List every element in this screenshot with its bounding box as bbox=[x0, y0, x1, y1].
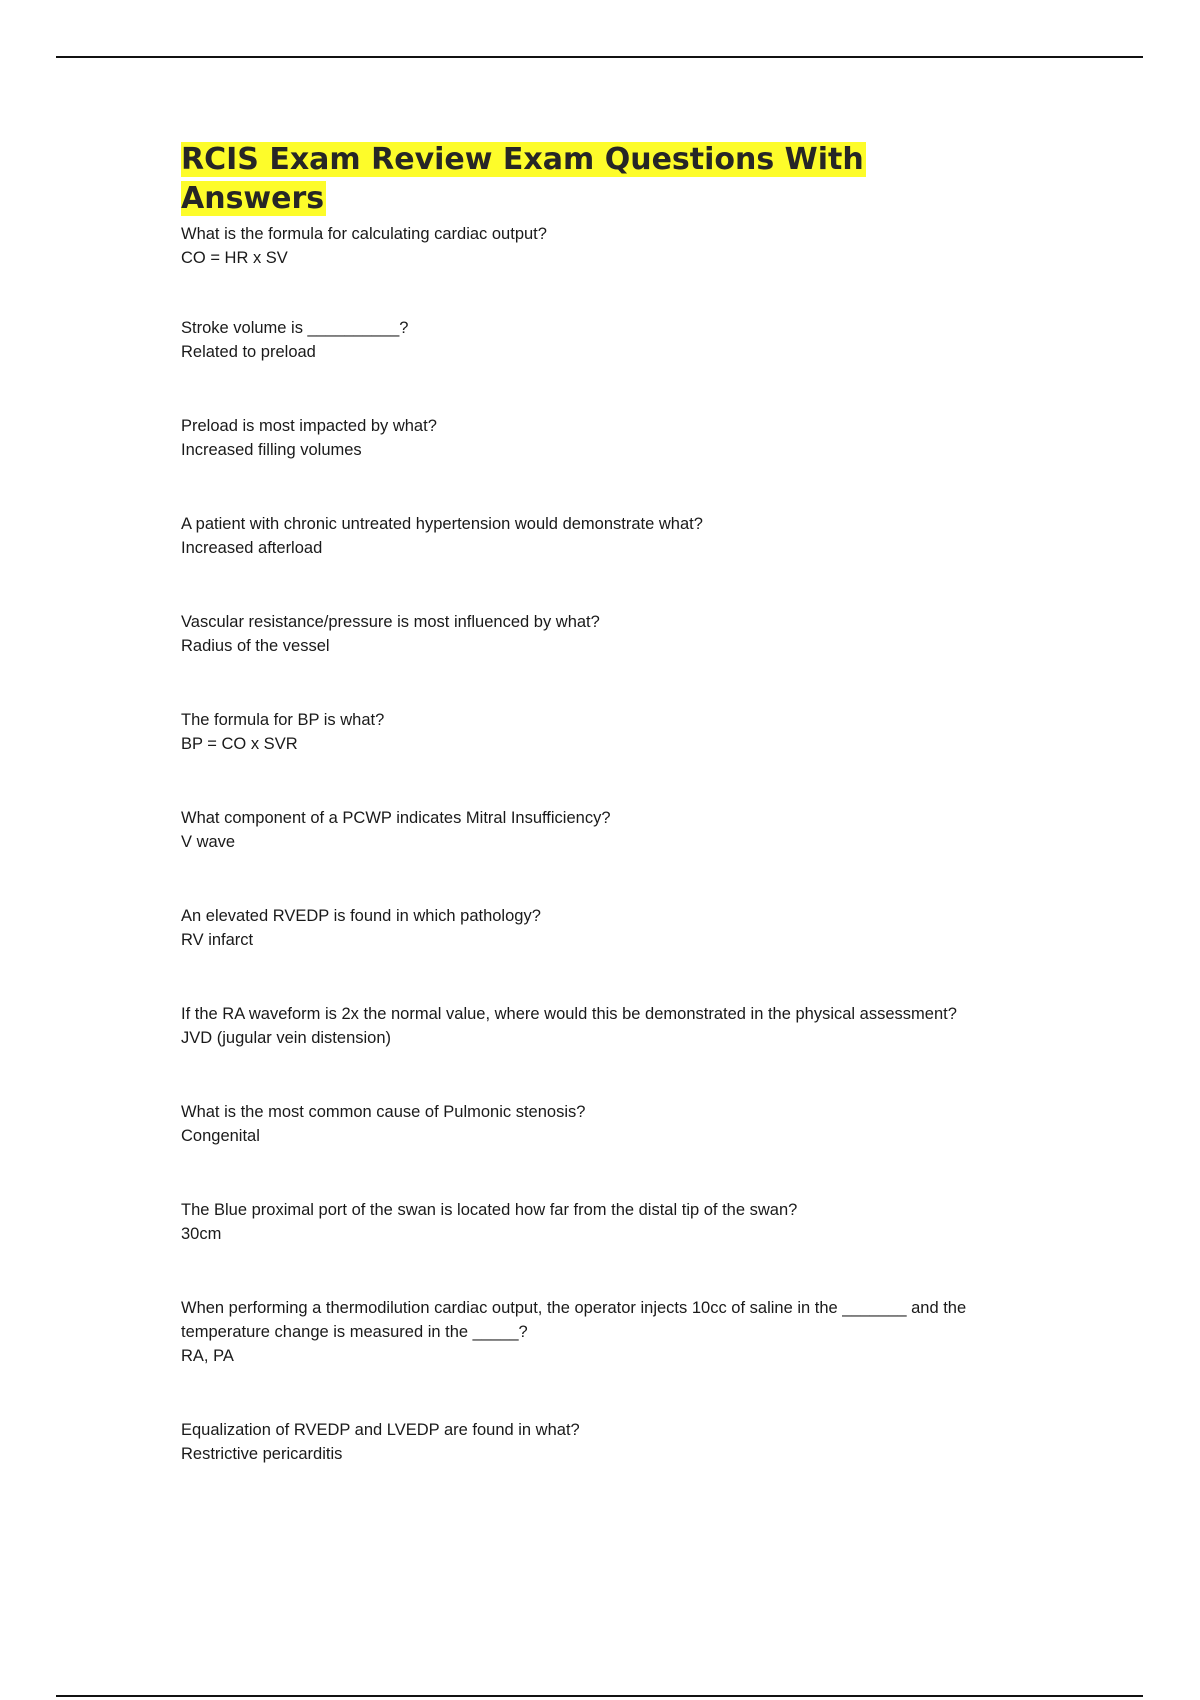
answer-text: Increased afterload bbox=[181, 539, 323, 557]
title-highlight: RCIS Exam Review Exam Questions With Answers bbox=[181, 142, 864, 216]
question-text: Vascular resistance/pressure is most influenced by what? bbox=[181, 613, 600, 631]
answer-text: 30cm bbox=[181, 1225, 222, 1243]
answer-text: RV infarct bbox=[181, 931, 254, 949]
question-text: A patient with chronic untreated hypertension would demonstrate what? bbox=[181, 515, 703, 533]
qa-item bbox=[181, 222, 1011, 270]
answer-text: Increased filling volumes bbox=[181, 441, 362, 459]
question-text: What is the formula for calculating cardiac output? bbox=[181, 225, 547, 243]
qa-item bbox=[181, 1100, 1011, 1148]
question-text: What is the most common cause of Pulmonic stenosis? bbox=[181, 1103, 586, 1121]
question-text: When performing a thermodilution cardiac output, the operator injects 10cc of saline in the _______ and the temperature change is measured in the _____? bbox=[181, 1299, 967, 1341]
document-title bbox=[181, 140, 1011, 218]
document-body bbox=[181, 140, 1011, 1466]
qa-item bbox=[181, 708, 1011, 756]
answer-text: JVD (jugular vein distension) bbox=[181, 1029, 392, 1047]
answer-text: V wave bbox=[181, 833, 236, 851]
question-text: An elevated RVEDP is found in which pathology? bbox=[181, 907, 541, 925]
question-text: The Blue proximal port of the swan is located how far from the distal tip of the swan? bbox=[181, 1201, 798, 1219]
question-text: Stroke volume is __________? bbox=[181, 319, 409, 337]
qa-item bbox=[181, 1198, 1011, 1246]
qa-item bbox=[181, 610, 1011, 658]
answer-text: Related to preload bbox=[181, 343, 316, 361]
qa-item bbox=[181, 904, 1011, 952]
qa-item bbox=[181, 1418, 1011, 1466]
question-text: If the RA waveform is 2x the normal value, where would this be demonstrated in the physical assessment? bbox=[181, 1005, 957, 1023]
qa-item bbox=[181, 1002, 1011, 1050]
answer-text: BP = CO x SVR bbox=[181, 735, 298, 753]
answer-text: Restrictive pericarditis bbox=[181, 1445, 343, 1463]
answer-text: CO = HR x SV bbox=[181, 249, 288, 267]
qa-item bbox=[181, 316, 1011, 364]
bottom-rule bbox=[56, 1695, 1143, 1697]
qa-item bbox=[181, 512, 1011, 560]
question-text: The formula for BP is what? bbox=[181, 711, 385, 729]
qa-item bbox=[181, 1296, 1011, 1368]
qa-item bbox=[181, 414, 1011, 462]
question-text: Equalization of RVEDP and LVEDP are found in what? bbox=[181, 1421, 580, 1439]
question-text: What component of a PCWP indicates Mitral Insufficiency? bbox=[181, 809, 611, 827]
answer-text: Radius of the vessel bbox=[181, 637, 330, 655]
answer-text: Congenital bbox=[181, 1127, 260, 1145]
top-rule bbox=[56, 56, 1143, 58]
question-text: Preload is most impacted by what? bbox=[181, 417, 437, 435]
qa-item bbox=[181, 806, 1011, 854]
answer-text: RA, PA bbox=[181, 1347, 234, 1365]
